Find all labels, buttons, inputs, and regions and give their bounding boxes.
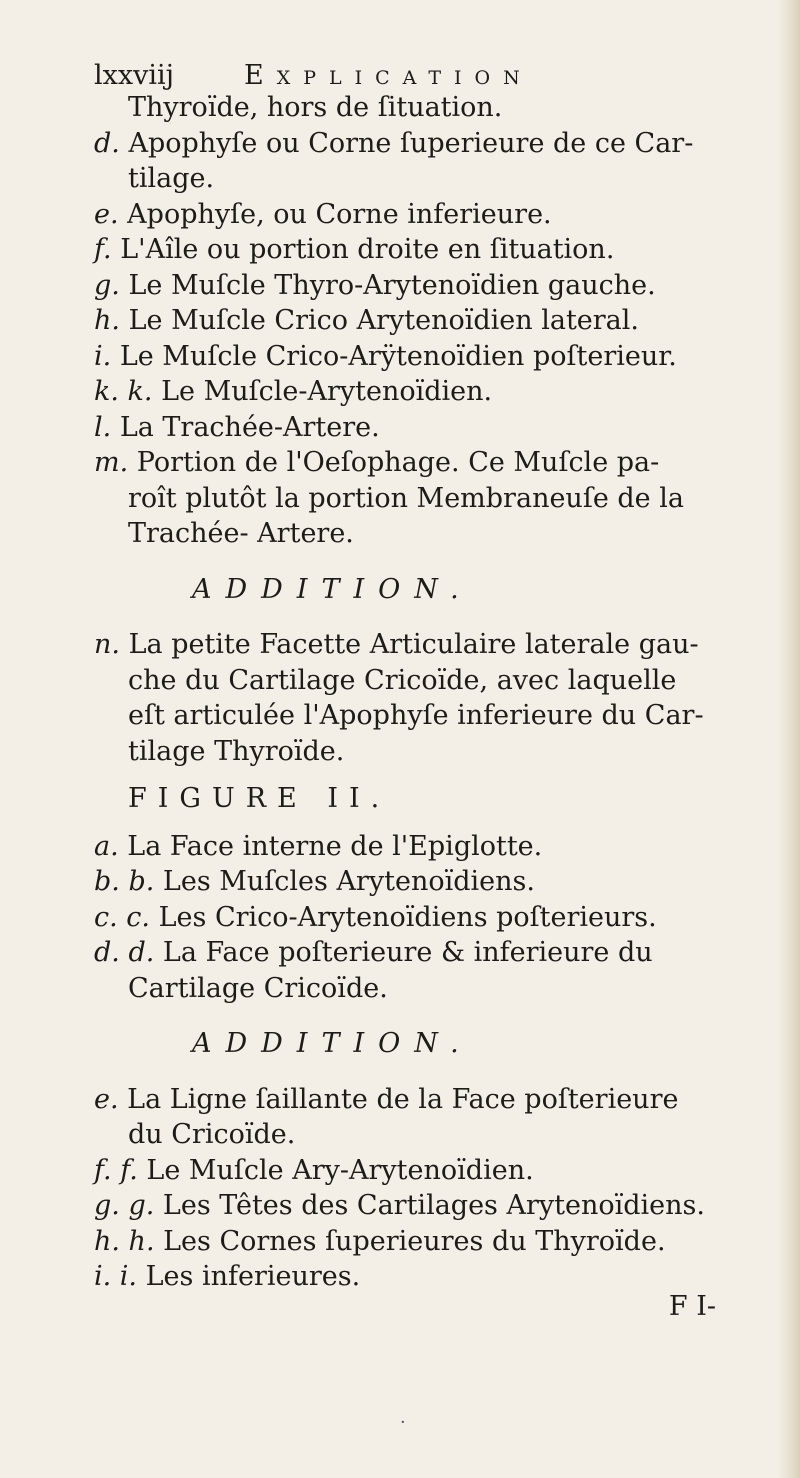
legend-line [94,126,766,162]
legend-line [94,303,766,339]
legend-label: c. c. [94,901,150,933]
legend-text: Les Têtes des Cartilages Arytenoïdiens. [162,1190,705,1221]
legend-text: Les Cornes ſuperieures du Thyroïde. [163,1225,666,1257]
legend-text: Thyroïde, hors de ſituation. [128,92,503,123]
legend-text: Le Muſcle Thyro-Arytenoïdien gauche. [128,269,656,301]
legend-line [94,698,766,734]
legend-line [94,971,766,1007]
legend-text: Apophyſe ou Corne ſuperieure de ce Car- [128,127,694,159]
page-edge [778,0,800,1478]
legend-text: Les Crico-Arytenoïdiens poſterieurs. [158,901,657,933]
legend-text: Portion de l'Oeſophage. Ce Muſcle pa- [136,447,660,478]
legend-text: Apophyſe, ou Corne inferieure. [127,198,552,230]
legend-block-3 [94,829,766,1007]
legend-label: f. [94,234,112,265]
addition-heading-1: ADDITION. [192,573,473,605]
legend-text: La Trachée-Artere. [119,411,380,443]
legend-text: La Face interne de l'Epiglotte. [127,830,543,862]
legend-text: L'Aîle ou portion droite en ſituation. [120,234,615,265]
legend-label: e. [94,198,119,230]
legend-text: du Cricoïde. [128,1119,296,1150]
legend-label: g. [94,269,120,301]
legend-text: Les Muſcles Arytenoïdiens. [162,866,535,897]
legend-line [94,734,766,770]
legend-text: Le Muſcle Crico-Arÿtenoïdien poſterieur. [119,340,677,372]
catchword: F I- [668,1290,716,1322]
legend-line [94,516,766,552]
legend-label: f. f. [94,1154,138,1186]
legend-text: Trachée- Artere. [128,518,354,549]
legend-text: Les inferieures. [145,1261,361,1292]
figure-heading: FIGURE II. [128,783,391,814]
legend-line [94,268,766,304]
legend-line [94,481,766,517]
legend-line [94,197,766,233]
legend-line [94,935,766,971]
legend-line [94,232,766,268]
legend-label: l. [94,411,112,443]
legend-line [94,627,766,663]
legend-line [94,1188,766,1224]
legend-text: eſt articulée l'Apophyſe inferieure du Car- [128,700,704,731]
legend-line [94,900,766,936]
page-body [94,90,766,1324]
addition-heading-2: ADDITION. [192,1028,473,1059]
legend-label: d. [94,127,120,159]
legend-label: e. [94,1083,119,1115]
legend-text: Le Muſcle Ary-Arytenoïdien. [146,1154,534,1186]
legend-label: k. k. [94,376,153,407]
legend-text: roît plutôt la portion Membraneuſe de la [128,482,684,514]
legend-line [94,1117,766,1153]
legend-line [94,339,766,375]
legend-text: Le Muſcle Crico Arytenoïdien lateral. [128,305,639,336]
legend-label: n. [94,629,120,660]
page-header [94,60,740,91]
legend-line [94,864,766,900]
running-title: Explication [244,60,533,91]
legend-text: che du Cartilage Cricoïde, avec laquelle [128,664,677,696]
legend-block-1 [94,90,766,552]
legend-line [94,445,766,481]
legend-text: tilage Thyroïde. [128,735,345,767]
legend-text: La Ligne ſaillante de la Face poſterieure [127,1083,679,1115]
legend-text: La petite Facette Articulaire laterale gau- [128,629,699,660]
legend-label: d. d. [94,937,155,968]
legend-label: h. [94,305,120,336]
legend-line [94,663,766,699]
legend-line [94,1153,766,1189]
legend-line [94,161,766,197]
legend-block-4 [94,1082,766,1295]
legend-text: La Face poſterieure & inferieure du [162,937,653,968]
legend-label: i. i. [94,1261,138,1292]
legend-line [94,410,766,446]
ink-speck: · [400,1412,406,1433]
legend-line [94,829,766,865]
legend-label: m. [94,447,129,478]
page-number: lxxviij [94,60,174,91]
legend-label: h. h. [94,1225,155,1257]
legend-line [94,1224,766,1260]
legend-line [94,374,766,410]
legend-label: a. [94,830,119,862]
legend-block-2 [94,627,766,769]
legend-text: Le Muſcle-Arytenoïdien. [161,376,493,407]
legend-line [94,1082,766,1118]
legend-line [94,90,766,126]
legend-label: i. [94,340,112,372]
legend-text: Cartilage Cricoïde. [128,972,388,1004]
legend-label: b. b. [94,866,155,897]
legend-text: tilage. [128,163,215,194]
legend-label: g. g. [94,1190,155,1221]
